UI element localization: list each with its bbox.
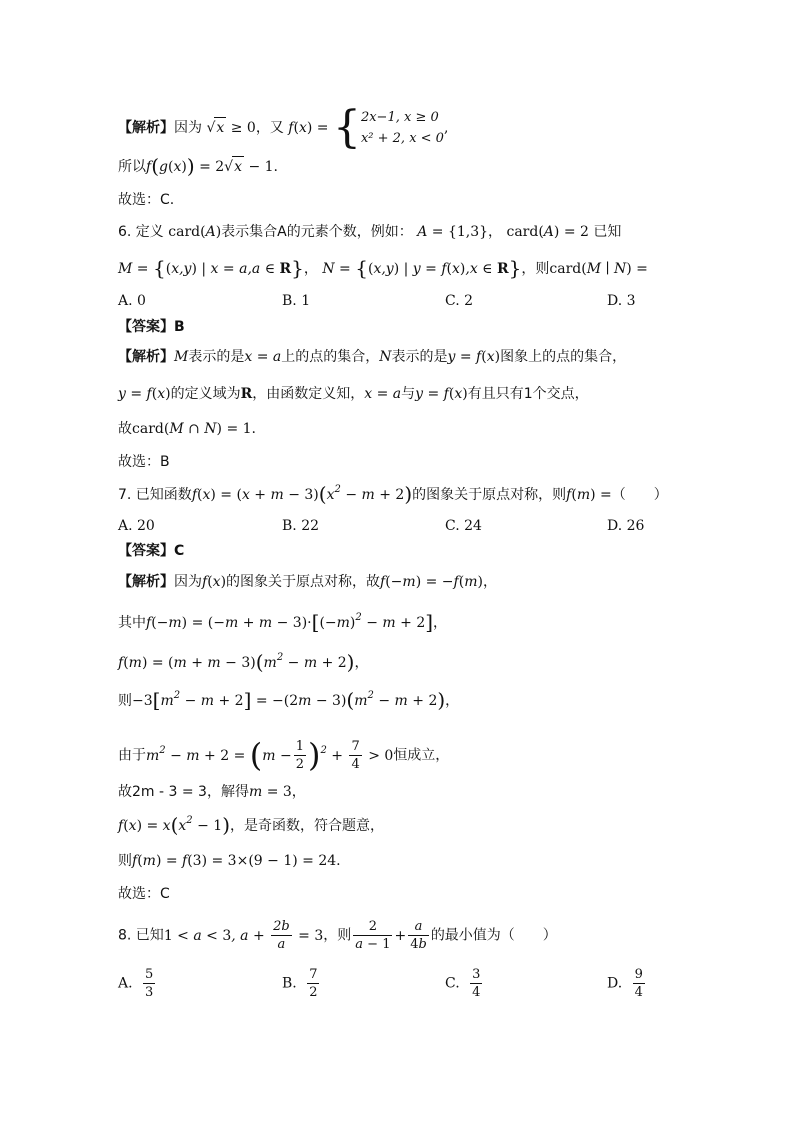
q5-analysis-tag: 【解析】 xyxy=(118,120,174,136)
q5-analysis-line1: 【解析】因为 √x ≥ 0，又 f(x) = { 2x−1, x ≥ 0 x² + 2, x < 0 , xyxy=(118,102,449,153)
q8-stem: 8. 已知1 < a < 3, a + $\frac{2b}{a}$ = 3，则 $\frac{2}{a - 1}$ + $\frac{a}{4b}$ 的最小值为（ ） xyxy=(118,919,557,952)
math-set-m: M = {(x,y) | x = a,a ∈ R} xyxy=(118,256,304,280)
q7-analysis-line8: 则f(m) = f(3) = 3×(9 − 1) = 24. xyxy=(118,853,341,869)
q7-analysis-line4: 则$-3[m^2 - m + 2] = -(2m - 3)(m^2 - m + 2)$， xyxy=(118,688,460,712)
q7-option-c: C. 24 xyxy=(445,518,482,534)
math-f-def: $f(x) = (x + m - 3)(x^2 - m + 2)$ xyxy=(191,482,413,506)
q5-analysis-line2: 所以f(g(x)) = 2√x − 1. xyxy=(118,154,278,178)
math-card-mn: card(M ∣ N) = xyxy=(549,261,648,277)
math-card-a: card(A) xyxy=(168,224,222,240)
q6-analysis-line2: y = f(x)的定义域为R，由函数定义知，x = a与y = f(x)有且只有1个交点， xyxy=(118,386,589,402)
q8-option-d: D. $\frac{9}{4}$ xyxy=(607,967,643,1000)
q8-option-a: A. $\frac{5}{3}$ xyxy=(118,967,154,1000)
q6-analysis-line3: 故card(M ∩ N) = 1. xyxy=(118,421,256,437)
q6-option-c: C. 2 xyxy=(445,293,474,309)
math-set-a: A = {1,3} xyxy=(417,224,489,240)
q6-stem-line1: 6. 定义 card(A)表示集合A的元素个数，例如： A = {1,3}， card(A) = 2 已知 xyxy=(118,224,622,240)
q7-analysis-line6: 故2m - 3 = 3，解得m = 3， xyxy=(118,784,306,800)
q6-option-a: A. 0 xyxy=(118,293,146,309)
q7-choice-line: 故选：C xyxy=(118,886,170,902)
math-card-a-eq-2: card(A) = 2 xyxy=(506,224,589,240)
q7-analysis-line7: $f(x) = x(x^2 - 1)$，是奇函数，符合题意， xyxy=(118,813,385,837)
q6-analysis-line1: 【解析】M表示的是x = a上的点的集合，N表示的是y = f(x)图象上的点的集合， xyxy=(118,349,627,365)
q7-option-a: A. 20 xyxy=(118,518,155,534)
math-sqrt-x-ge-0: √x ≥ 0 xyxy=(206,120,255,136)
q7-stem: 7. 已知函数$f(x) = (x + m - 3)(x^2 - m + 2)$的图象关于原点对称，则f(m) =（ ） xyxy=(118,482,668,506)
q6-choice-line: 故选：B xyxy=(118,454,170,470)
q8-option-b: B. $\frac{7}{2}$ xyxy=(282,967,318,1000)
q8-option-c: C. $\frac{3}{4}$ xyxy=(445,967,481,1000)
q7-analysis-line3: $f(m) = (m + m - 3)(m^2 - m + 2)$， xyxy=(118,650,369,674)
q6-option-b: B. 1 xyxy=(282,293,311,309)
q7-analysis-line2: 其中$f(-m) = (-m + m - 3)\cdot[(-m)^2 - m + 2]$， xyxy=(118,610,448,634)
q7-answer: 【答案】C xyxy=(118,543,185,559)
q6-stem-line2: M = {(x,y) | x = a,a ∈ R}， N = {(x,y) | y = f(x),x ∈ R}，则card(M ∣ N) = xyxy=(118,256,648,280)
q5-choice-line: 故选：C. xyxy=(118,192,175,208)
q6-option-d: D. 3 xyxy=(607,293,636,309)
q6-answer: 【答案】B xyxy=(118,319,185,335)
q7-analysis-line1: 【解析】因为f(x)的图象关于原点对称，故f(−m) = −f(m)， xyxy=(118,574,497,590)
q7-option-d: D. 26 xyxy=(607,518,645,534)
q7-analysis-line5: 由于$m^2 - m + 2 = (m$ − $\frac{1}{2}$ )$^2$ + $\frac{7}{4}$ > 0恒成立， xyxy=(118,735,450,774)
math-fgx: f(g(x)) = 2√x − 1 xyxy=(146,154,274,178)
q7-option-b: B. 22 xyxy=(282,518,320,534)
math-set-n: N = {(x,y) | y = f(x),x ∈ R} xyxy=(322,256,522,280)
math-f-piecewise: f(x) = { 2x−1, x ≥ 0 x² + 2, x < 0 , xyxy=(288,102,449,153)
